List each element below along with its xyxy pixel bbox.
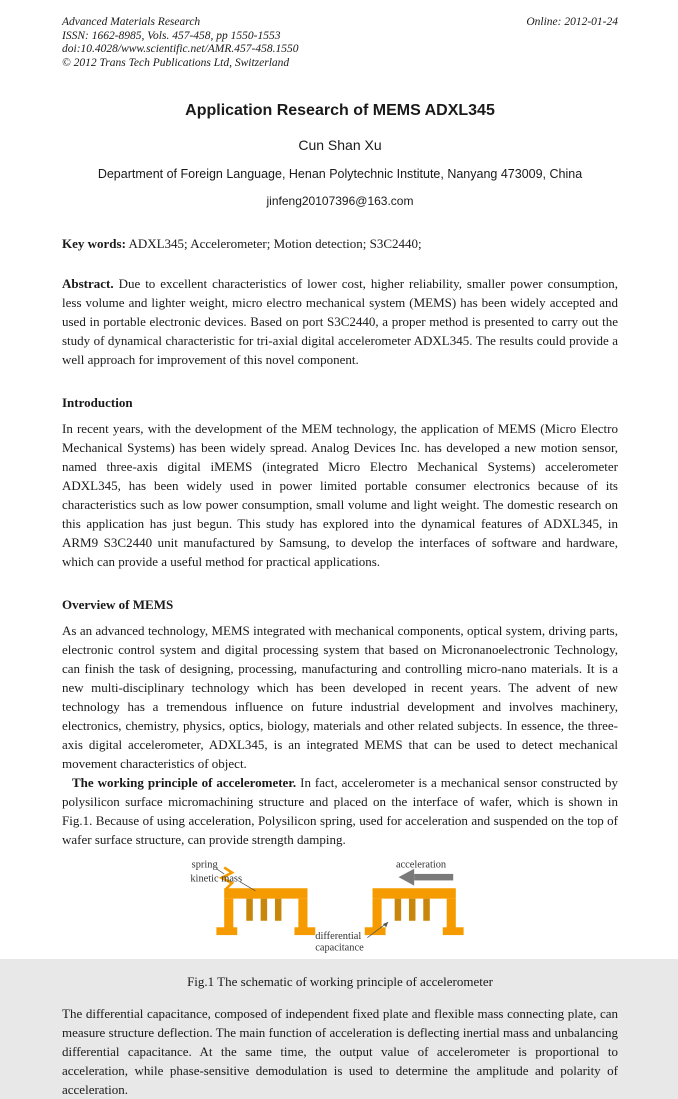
left-leg-left	[224, 899, 233, 930]
left-leg-right	[298, 899, 307, 930]
differential-label-line1: differential	[315, 930, 362, 942]
right-foot-left	[365, 927, 386, 935]
issn-line: ISSN: 1662-8985, Vols. 457-458, pp 1550-1553	[62, 29, 281, 42]
author-name: Cun Shan Xu	[298, 137, 382, 153]
differential-label-line2: capacitance	[315, 942, 364, 954]
right-kinetic-mass-bar	[373, 888, 456, 898]
figure-caption: Fig.1 The schematic of working principle of accelerometer	[187, 974, 493, 989]
right-finger-2	[409, 899, 416, 921]
principle-paragraph	[62, 773, 618, 849]
right-leg-left	[373, 899, 382, 930]
left-finger-1	[246, 899, 253, 921]
journal-name: Advanced Materials Research	[62, 16, 201, 28]
accelerometer-schematic	[190, 857, 490, 965]
introduction-paragraph: In recent years, with the development of the MEM technology, the application of MEMS (Micro Electro Mechanical Systems) has been widely spread. Analog Devices Inc. has developed a new motion sensor, named three-axis digital iMEMS (integrated Micro Electro Mechanical Systems) accelerometer ADXL345, has been widely used in power limited portable consumer electronics because of its characteristics such as low power consumption, small volume and light weight. The domestic research on this application has just begun. This study has explored into the dynamical features of ADXL345, in ARM9 S3C2440 unit manufactured by Samsung, to develop the interfaces of software and hardware, which can provide a useful method for practical applications.	[62, 421, 618, 569]
left-kinetic-mass-bar	[224, 888, 307, 898]
right-leg-right	[447, 899, 456, 930]
keywords-label: Key words:	[62, 236, 126, 251]
acceleration-label: acceleration	[395, 859, 447, 871]
figure-1	[62, 857, 618, 970]
author-email: jinfeng20107396@163.com	[266, 194, 414, 208]
doi-line: doi:10.4028/www.scientific.net/AMR.457-458.1550	[62, 43, 299, 55]
right-finger-3	[423, 899, 430, 921]
keywords-line	[62, 236, 618, 252]
page-title: Application Research of MEMS ADXL345	[185, 102, 495, 119]
journal-info	[62, 16, 298, 70]
kinetic-mass-label: kinetic mass	[190, 873, 243, 885]
overview-paragraph: As an advanced technology, MEMS integrated with mechanical components, optical system, driving parts, electronic control system and digital processing system that based on Micronanoelectronic Technology, can finish the task of designing, processing, manufacturing and controlling micro-nano materials. It is a new multi-disciplinary technology which has been developed in recent years. The advent of new technology has a tremendous influence on future industrial development and involves machinery, electronics, chemistry, physics, optics, biology, materials and other related subjects. In essence, the three-axis digital accelerometer, ADXL345, is an integrated MEMS that can be used to detect mechanical movement characteristics of object.	[62, 623, 618, 771]
abstract-label: Abstract.	[62, 276, 114, 291]
principle-text: In fact, accelerometer is a mechanical sensor constructed by polysilicon surface micromachining structure and placed on the interface of wafer, which is shown in Fig.1. Because of using acceleration, Polysilicon spring, used for acceleration and suspended on the top of wafer surface structure, can provide strength damping.	[62, 775, 618, 847]
right-foot-right	[443, 927, 464, 935]
principle-label: The working principle of accelerometer.	[72, 775, 297, 790]
left-finger-3	[275, 899, 282, 921]
spring-label: spring	[191, 859, 218, 871]
left-finger-2	[261, 899, 268, 921]
online-date: Online: 2012-01-24	[526, 16, 618, 28]
page-header	[62, 16, 618, 70]
acceleration-arrow-head	[399, 869, 415, 886]
closing-paragraph: The differential capacitance, composed of independent fixed plate and flexible mass connecting plate, can measure structure deflection. The main function of acceleration is deflecting inertial mass and unbalancing differential capacitance. At the same time, the output value of accelerometer is proportional to acceleration, while phase-sensitive demodulation is used to determine the amplitude and polarity of acceleration.	[62, 1006, 618, 1097]
capacitance-pointer-head	[383, 922, 388, 927]
affiliation: Department of Foreign Language, Henan Polytechnic Institute, Nanyang 473009, China	[97, 167, 583, 181]
introduction-heading: Introduction	[62, 395, 133, 410]
abstract-paragraph	[62, 274, 618, 369]
keywords-text: ADXL345; Accelerometer; Motion detection; S3C2440;	[125, 236, 422, 251]
right-finger-1	[395, 899, 402, 921]
acceleration-arrow-shaft	[414, 874, 453, 881]
left-foot-left	[216, 927, 237, 935]
copyright-line: © 2012 Trans Tech Publications Ltd, Switzerland	[62, 56, 290, 69]
abstract-text: Due to excellent characteristics of lower cost, higher reliability, smaller power consumption, less volume and lighter weight, micro electro mechanical system (MEMS) has been widely accepted and used in portable electronic devices. Based on port S3C2440, a proper method is presented to carry out the study of dynamical characteristic for tri-axial digital accelerometer ADXL345. The results could provide a well approach for improvement of this novel component.	[62, 276, 618, 367]
overview-heading: Overview of MEMS	[62, 597, 174, 612]
left-foot-right	[294, 927, 315, 935]
